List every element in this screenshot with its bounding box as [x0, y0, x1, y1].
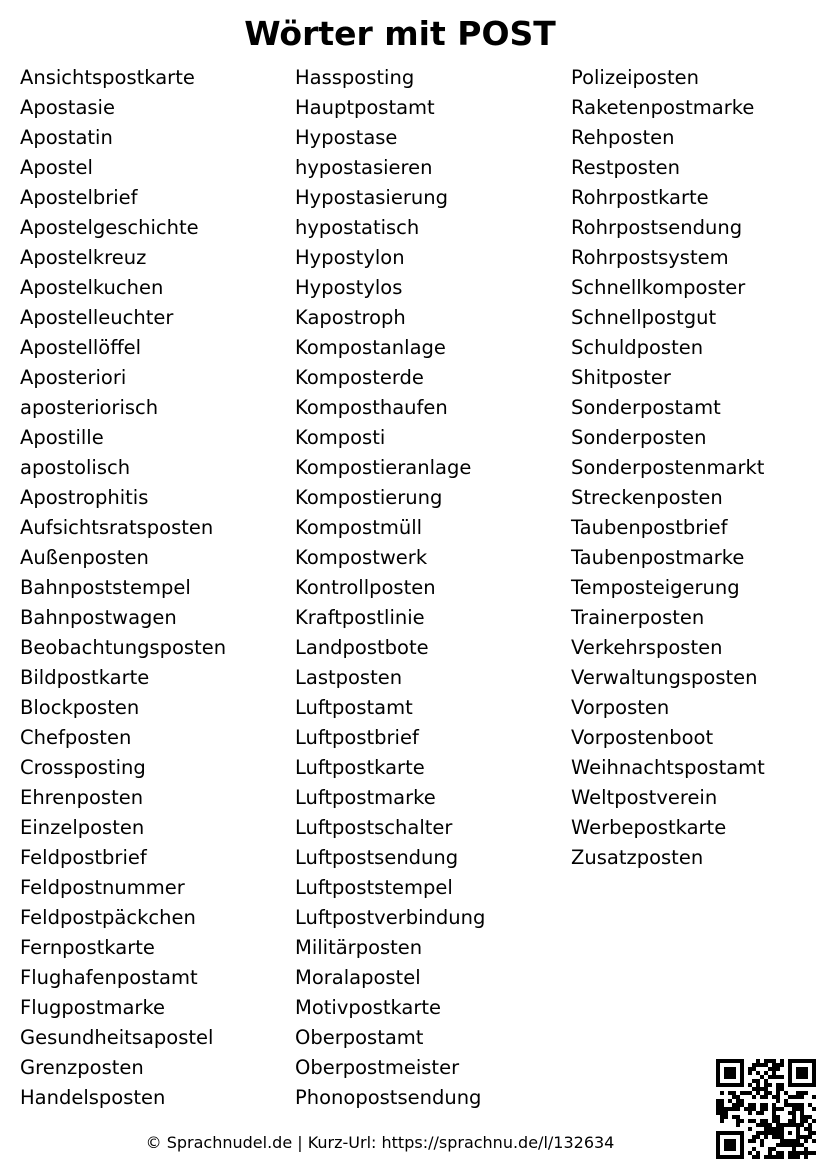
- word-item: Vorposten: [571, 696, 670, 719]
- word-item: Bahnpostwagen: [20, 606, 177, 629]
- word-item: Fernpostkarte: [20, 936, 155, 959]
- word-item: Kompostwerk: [295, 546, 428, 569]
- word-item: hypostasieren: [295, 156, 433, 179]
- word-item: Kontrollposten: [295, 576, 436, 599]
- word-item: Phonopostsendung: [295, 1086, 482, 1109]
- word-item: Luftpostschalter: [295, 816, 453, 839]
- word-item: Sonderposten: [571, 426, 707, 449]
- word-item: Luftpostmarke: [295, 786, 436, 809]
- word-item: Apostelleuchter: [20, 306, 174, 329]
- word-item: Oberpostmeister: [295, 1056, 460, 1079]
- word-item: Moralapostel: [295, 966, 421, 989]
- page-title: Wörter mit POST: [244, 14, 556, 53]
- word-item: Hauptpostamt: [295, 96, 435, 119]
- word-item: Zusatzposten: [571, 846, 704, 869]
- word-item: Weltpostverein: [571, 786, 718, 809]
- word-item: Feldpostpäckchen: [20, 906, 196, 929]
- word-item: Oberpostamt: [295, 1026, 424, 1049]
- word-item: Komposthaufen: [295, 396, 448, 419]
- word-item: Schnellkomposter: [571, 276, 746, 299]
- word-item: Aufsichtsratsposten: [20, 516, 214, 539]
- word-item: Verwaltungsposten: [571, 666, 758, 689]
- word-item: Grenzposten: [20, 1056, 144, 1079]
- word-item: Luftpoststempel: [295, 876, 453, 899]
- word-item: Kompostierung: [295, 486, 443, 509]
- word-item: Apostrophitis: [20, 486, 149, 509]
- word-item: Rohrpostsendung: [571, 216, 743, 239]
- word-item: Beobachtungsposten: [20, 636, 227, 659]
- word-item: Komposti: [295, 426, 386, 449]
- word-item: Apostelkuchen: [20, 276, 164, 299]
- word-item: Gesundheitsapostel: [20, 1026, 214, 1049]
- word-column-3: [571, 63, 765, 873]
- word-item: Luftpostbrief: [295, 726, 419, 749]
- word-item: Kompostieranlage: [295, 456, 472, 479]
- word-item: Werbepostkarte: [571, 816, 727, 839]
- word-item: Ehrenposten: [20, 786, 144, 809]
- word-item: Feldpostnummer: [20, 876, 185, 899]
- word-item: Sonderpostamt: [571, 396, 721, 419]
- word-item: Trainerposten: [571, 606, 705, 629]
- word-item: Flugpostmarke: [20, 996, 166, 1019]
- word-item: Weihnachtspostamt: [571, 756, 765, 779]
- word-item: Chefposten: [20, 726, 132, 749]
- word-item: Kompostmüll: [295, 516, 423, 539]
- word-item: Luftpostamt: [295, 696, 413, 719]
- word-item: Hypostasierung: [295, 186, 448, 209]
- word-item: Apostelgeschichte: [20, 216, 199, 239]
- word-item: Ansichtspostkarte: [20, 66, 195, 89]
- word-item: Lastposten: [295, 666, 403, 689]
- word-item: Sonderpostenmarkt: [571, 456, 765, 479]
- word-item: Blockposten: [20, 696, 140, 719]
- word-item: Komposterde: [295, 366, 424, 389]
- word-item: Raketenpostmarke: [571, 96, 755, 119]
- word-column-2: [295, 63, 485, 1113]
- word-item: apostolisch: [20, 456, 131, 479]
- word-item: Rohrpostsystem: [571, 246, 729, 269]
- word-item: Hypostylos: [295, 276, 403, 299]
- word-item: Apostatin: [20, 126, 113, 149]
- qr-code-icon: [716, 1059, 816, 1159]
- word-item: Luftpostsendung: [295, 846, 459, 869]
- word-item: Einzelposten: [20, 816, 145, 839]
- word-item: Shitposter: [571, 366, 671, 389]
- word-item: Verkehrsposten: [571, 636, 723, 659]
- word-item: Restposten: [571, 156, 680, 179]
- footer-credit: © Sprachnudel.de | Kurz-Url: https://sprachnu.de/l/132634: [145, 1133, 615, 1152]
- word-item: Apostelkreuz: [20, 246, 147, 269]
- word-item: Rohrpostkarte: [571, 186, 709, 209]
- word-item: Kompostanlage: [295, 336, 446, 359]
- word-item: Luftpostverbindung: [295, 906, 486, 929]
- word-item: Bildpostkarte: [20, 666, 150, 689]
- word-item: Apostasie: [20, 96, 115, 119]
- word-item: Hassposting: [295, 66, 415, 89]
- word-item: Hypostase: [295, 126, 398, 149]
- word-item: Taubenpostmarke: [571, 546, 745, 569]
- word-item: Kapostroph: [295, 306, 406, 329]
- word-item: Flughafenpostamt: [20, 966, 198, 989]
- word-item: Schnellpostgut: [571, 306, 717, 329]
- word-item: Taubenpostbrief: [571, 516, 728, 539]
- word-item: Apostel: [20, 156, 93, 179]
- word-item: Crossposting: [20, 756, 146, 779]
- word-item: Motivpostkarte: [295, 996, 442, 1019]
- word-item: Militärposten: [295, 936, 423, 959]
- word-item: Landpostbote: [295, 636, 429, 659]
- word-item: Polizeiposten: [571, 66, 699, 89]
- word-item: Luftpostkarte: [295, 756, 425, 779]
- word-item: Streckenposten: [571, 486, 723, 509]
- word-item: Apostellöffel: [20, 336, 142, 359]
- word-item: Aposteriori: [20, 366, 127, 389]
- word-item: hypostatisch: [295, 216, 420, 239]
- word-item: Rehposten: [571, 126, 675, 149]
- word-item: Vorpostenboot: [571, 726, 714, 749]
- word-item: Handelsposten: [20, 1086, 166, 1109]
- word-item: Bahnpoststempel: [20, 576, 191, 599]
- word-item: aposteriorisch: [20, 396, 159, 419]
- word-item: Schuldposten: [571, 336, 704, 359]
- word-item: Apostille: [20, 426, 104, 449]
- word-item: Apostelbrief: [20, 186, 138, 209]
- word-item: Hypostylon: [295, 246, 405, 269]
- word-item: Temposteigerung: [571, 576, 740, 599]
- word-item: Feldpostbrief: [20, 846, 147, 869]
- word-item: Außenposten: [20, 546, 149, 569]
- word-column-1: [20, 63, 226, 1113]
- word-item: Kraftpostlinie: [295, 606, 425, 629]
